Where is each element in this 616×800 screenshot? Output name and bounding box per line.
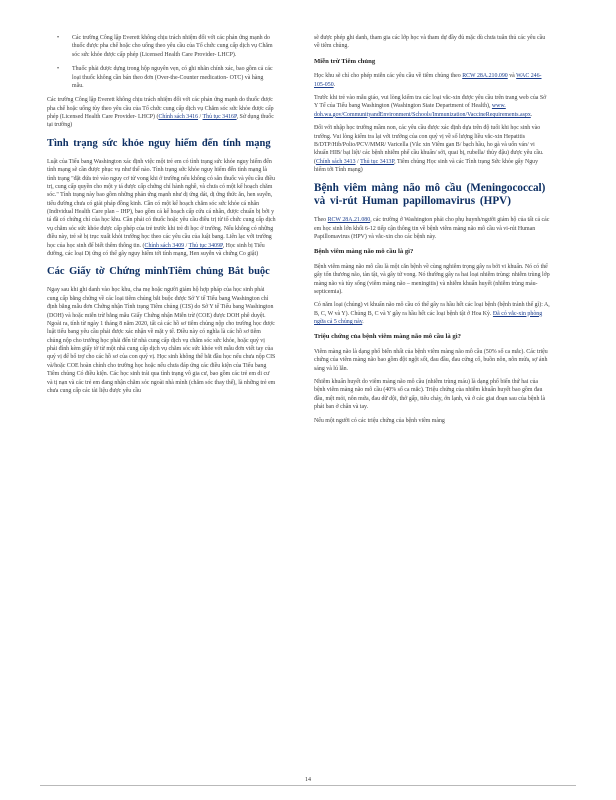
- footer-divider: [40, 785, 576, 786]
- paragraph-vaccine-requirements: Trước khi trẻ vào mẫu giáo, vui lòng kiểm tra các loại vắc-xin được yêu cầu trên trang web của Sở Y Tế của Tiểu bang Washington (Washington State Department of Health), www. doh.wa.gov/CommunityandEnvironment/Schools/Immunization/VaccineRequirements.aspx.: [314, 95, 547, 118]
- paragraph-meningococcal-intro: Theo RCW 28A.21.080, các trường ở Washington phải cho phụ huynh/người giám hộ của tất cả các em học sinh lớn khối 6-12 tiếp cận thông tin về bệnh viêm màng não mô cầu và vi-rút Human Papillomavirus (HPV) và vắc-xin cho các bệnh này.: [314, 217, 550, 240]
- wac-246-105-050-link[interactable]: WAC 246-105-050: [314, 73, 542, 88]
- section-heading-immunization-docs: Các Giấy tờ Chứng minhTiêm chủng Bắt buộc: [47, 266, 270, 278]
- paragraph-symptoms-continued: Nếu một người có các triệu chứng của bệnh viêm màng: [314, 417, 445, 424]
- paragraph-symptoms-septicemia: Nhiễm khuẩn huyết do viêm màng não mô cầu (nhiễm trùng máu) là dạng phổ biến thứ hai của bệnh viêm màng não mô cầu (40% số ca mắc). Triệu chứng của nhiễm khuẩn huyết bao gồm đau đầu, mệt mỏi, nôn mửa, đau dữ dội, thở gấp, tiêu chảy, ớn lạnh, và ở các giai đoạn sau của bệnh là phát ban ở chân và tay.: [314, 379, 546, 411]
- paragraph-life-threatening: Luật của Tiểu bang Washington xác định việc một trẻ em có tình trạng sức khỏe nguy hiểm đến tính mạng sẽ cần được phục vụ như thế nào. Tình trạng sức khỏe nguy hiểm đến tính mạng là tình trạng "đặt đứa trẻ vào nguy cơ tử vong khi ở trường nếu không có sẵn thuốc và yêu cầu điều trị, cung cấp quyền cho một y tá được cấp chứng chỉ hành nghề, và chưa có một kế hoạch chăm sóc." Tình trạng này bao gồm những phản ứng mạnh như dị ứng dát, dị ứng thức ăn, hen suyễn, tiểu đường chưa có giải pháp đồng kinh. Cần có một kế hoạch chăm sóc sức khỏe cá nhân (Individual Health Care plan – IHP), bao gồm cả kế hoạch cấp cứu cá nhân, được chuẩn bị bởi y tá đã có chứng chỉ của học khu. Cần phải có thuốc hoặc yêu cầu điều trị từ tổ chức cung cấp dịch vụ chăm sóc sức khỏe được cấp phép của trẻ trước khi trẻ đi học ở trường. Nếu không có những điều này, trẻ sẽ bị trục xuất khỏi trường học theo các yêu cầu của luật bang. Liên lạc với trường học của học sinh để biết thêm thông tin. (Chính sách 3409 / Thủ tục 3409P, Học sinh bị Tiểu đường, các loại Dị ứng có thể gây nguy hiểm tới tính mạng, Hen suyễn và chứng Co giật): [47, 158, 276, 257]
- subheading-exemptions: Miễn trừ Tiêm chủng: [314, 57, 376, 65]
- paragraph-symptoms-meningitis: Viêm màng não là dạng phổ biến nhất của bệnh viêm màng não mô cầu (50% số ca mắc). Các triệu chứng của viêm màng não bao gồm đột ngột sốt, đau đầu, đau cứng cổ, buồn nôn, nôn mửa, sợ ánh sáng và lú lẫn.: [314, 348, 548, 372]
- paragraph-serogroups: Có năm loại (chủng) vi khuẩn não mô cầu có thể gây ra hầu hết các loại bệnh (bệnh tránh thể gì): A, B, C, W và Y). Chủng B, C và Y gây ra hầu hết các loại bệnh tật ở Hoa Kỳ. Đã có vắc-xin phòng ngừa cả 5 chủng này.: [314, 302, 550, 326]
- rcw-28a-21-080-link[interactable]: RCW 28A.21.080: [327, 217, 371, 224]
- policy-3409-link[interactable]: Chính sách 3409: [144, 242, 185, 249]
- paragraph-preschool: Đối với nhập học trường mầm non, các yêu cầu được xác định dựa trên độ tuổi khi học sinh vào trường. Vui lòng kiểm tra lại với trường của con quý vị về số lượng liều vắc-xin Hepatitis B/DTP/Hib/Polio/PCV/MMR/ Varicella (Vắc xin Viêm gan B/ bạch hầu, ho gà và uốn ván/ vi khuẩn HIB/ bại liệt/ các bệnh nhiễm phế cầu khuẩn/ sởi, quai bị, rubella/ thủy đậu) được yêu cầu. (Chính sách 3413 / Thủ tục 3413P, Tiêm chủng Học sinh và các Tình trạng Sức khỏe gây Nguy hiểm tới Tính mạng): [314, 125, 544, 174]
- policy-3413-link[interactable]: Chính sách 3413: [315, 158, 356, 165]
- paragraph-what-is-meningococcal: Bệnh viêm màng não mô cầu là một căn bệnh về cùng nghiêm trọng gây ra bởi vi khuẩn. Nó có thể gây tổn thương não, tàn tật, và gây tử vong. Nó thường gây ra hai loại nhiễm trùng: nhiễm trùng lớp màng não và tủy sống (viêm màng não – meningitis) và nhiễm khuẩn huyết (nhiễm trùng máu- septicemia).: [314, 263, 550, 295]
- rcw-28a-210-090-link[interactable]: RCW 28A.210.090: [462, 73, 508, 80]
- policy-3416-link[interactable]: Chính sách 3416: [158, 114, 199, 120]
- section-heading-meningococcal-hpv: Bệnh viêm màng não mô cầu (Meningococcal) và vi-rút Human papillomavirus (HPV): [314, 182, 546, 208]
- left-column: [47, 34, 276, 400]
- paragraph-exemptions: Học khu sẽ chỉ cho phép miễn các yêu cầu về tiêm chủng theo RCW 28A.210.090 và WAC 246-105-050.: [314, 73, 542, 88]
- bullet-item: [47, 65, 276, 90]
- subheading-symptoms: Triệu chứng của bệnh viêm màng não mô cầu là gì?: [314, 333, 461, 341]
- procedure-3416p-link[interactable]: Thủ tục 3416P: [202, 114, 237, 120]
- page-number: 14: [305, 777, 311, 783]
- paragraph-policy-liability: Các trường Công lập Everett không chịu trách nhiệm đối với các phản ứng mạnh do thuốc được pha chế hoặc uống tùy theo yêu cầu của Tổ chức cung cấp dịch vụ Chăm sóc sức khỏe được cấp phép (Licensed Health Care Provider- LHCP) (Chính sách 3416 / Thủ tục 3416P, Sử dụng thuốc tại trường): [47, 97, 274, 129]
- bullet-marker: •: [57, 35, 60, 41]
- procedure-3409p-link[interactable]: Thủ tục 3409P: [188, 242, 223, 249]
- subheading-what-is-meningococcal: Bệnh viêm màng não mô cầu là gì?: [314, 248, 414, 256]
- doh-vaccine-requirements-link[interactable]: www. doh.wa.gov/CommunityandEnvironment/Schools/Immunization/VaccineRequirements.aspx: [314, 103, 531, 118]
- paragraph-immunization-docs: Ngay sau khi ghi danh vào học khu, cha mẹ hoặc người giám hộ hợp pháp của học sinh phải cung cấp bằng chứng về các loại tiêm chủng bắt buộc được Sở Y tế Tiểu bang Washington chỉ định bằng mẫu đơn Chứng nhận Tình trạng Tiêm chủng (CIS) do Sở Y tế Tiểu bang Washington (DOH) và hoặc miễn trừ bằng mẫu Giấy Chứng nhận Miễn trừ (COE) được DOH phê duyệt. Ngoài ra, tính từ ngày 1 tháng 8 năm 2020, tất cả các hồ sơ tiêm chủng nộp cho trường học được luật tiểu bang yêu cầu phải được xác nhận về mặt y tế. Điều này có nghĩa là các hồ sơ tiêm chủng nộp cho trường học phải đến từ nhà cung cấp dịch vụ chăm sóc sức khỏe, hoặc quý vị phải đính kèm giấy tờ từ một nhà cung cấp dịch vụ chăm sóc sức khỏe với mẫu đơn viết tay của quý vị để bổ trợ cho các hồ sơ của con quý vị. Học sinh không thể bắt đầu học nếu chưa nộp CIS và/hoặc COE hoàn chỉnh cho trường học hoặc nếu chưa đáp ứng các điều kiện của Tiểu bang Tiêm chủng Có điều kiện. Các học sinh trái qua tình trạng vô gia cư, bao gồm các trẻ em di cư và tị nạn và các trẻ em đang nhận chăm sóc ngoài nhà mình (chăm sóc thay thế), là những trẻ em chưa cung cấp các tài liệu được yêu cầu: [47, 287, 276, 394]
- bullet-marker: •: [57, 66, 60, 73]
- bullet-text: Các trường Công lập Everett không chịu trách nhiệm đối với các phản ứng mạnh do thuốc được pha chế hoặc cho uống theo yêu cầu của Tổ chức cung cấp dịch vụ Chăm sóc sức khỏe được cấp phép (Licensed Health Care Provider- LHCP).: [72, 35, 273, 58]
- procedure-3413p-link[interactable]: Thủ tục 3413P: [360, 158, 395, 165]
- bullet-text: Thuốc phải được dựng trong hộp nguyên vẹn, có ghi nhãn chính xác, bao gồm cả các loại thuốc không cần bán theo đơn (Over-the-Counter medication- OTC) và hàng mẫu.: [72, 66, 273, 89]
- vaccine-available-link[interactable]: Đã có vắc-xin phòng ngừa cả 5 chủng này: [314, 310, 543, 326]
- section-heading-life-threatening: Tình trạng sức khỏe nguy hiểm đến tính mạng: [47, 137, 271, 149]
- bullet-item: [47, 34, 276, 59]
- paragraph-continuation: sẽ được phép ghi danh, tham gia các lớp học và tham dự đầy đủ mặc dù chưa tuân thủ các yêu cầu về tiêm chủng.: [314, 35, 546, 50]
- right-column: [314, 34, 550, 430]
